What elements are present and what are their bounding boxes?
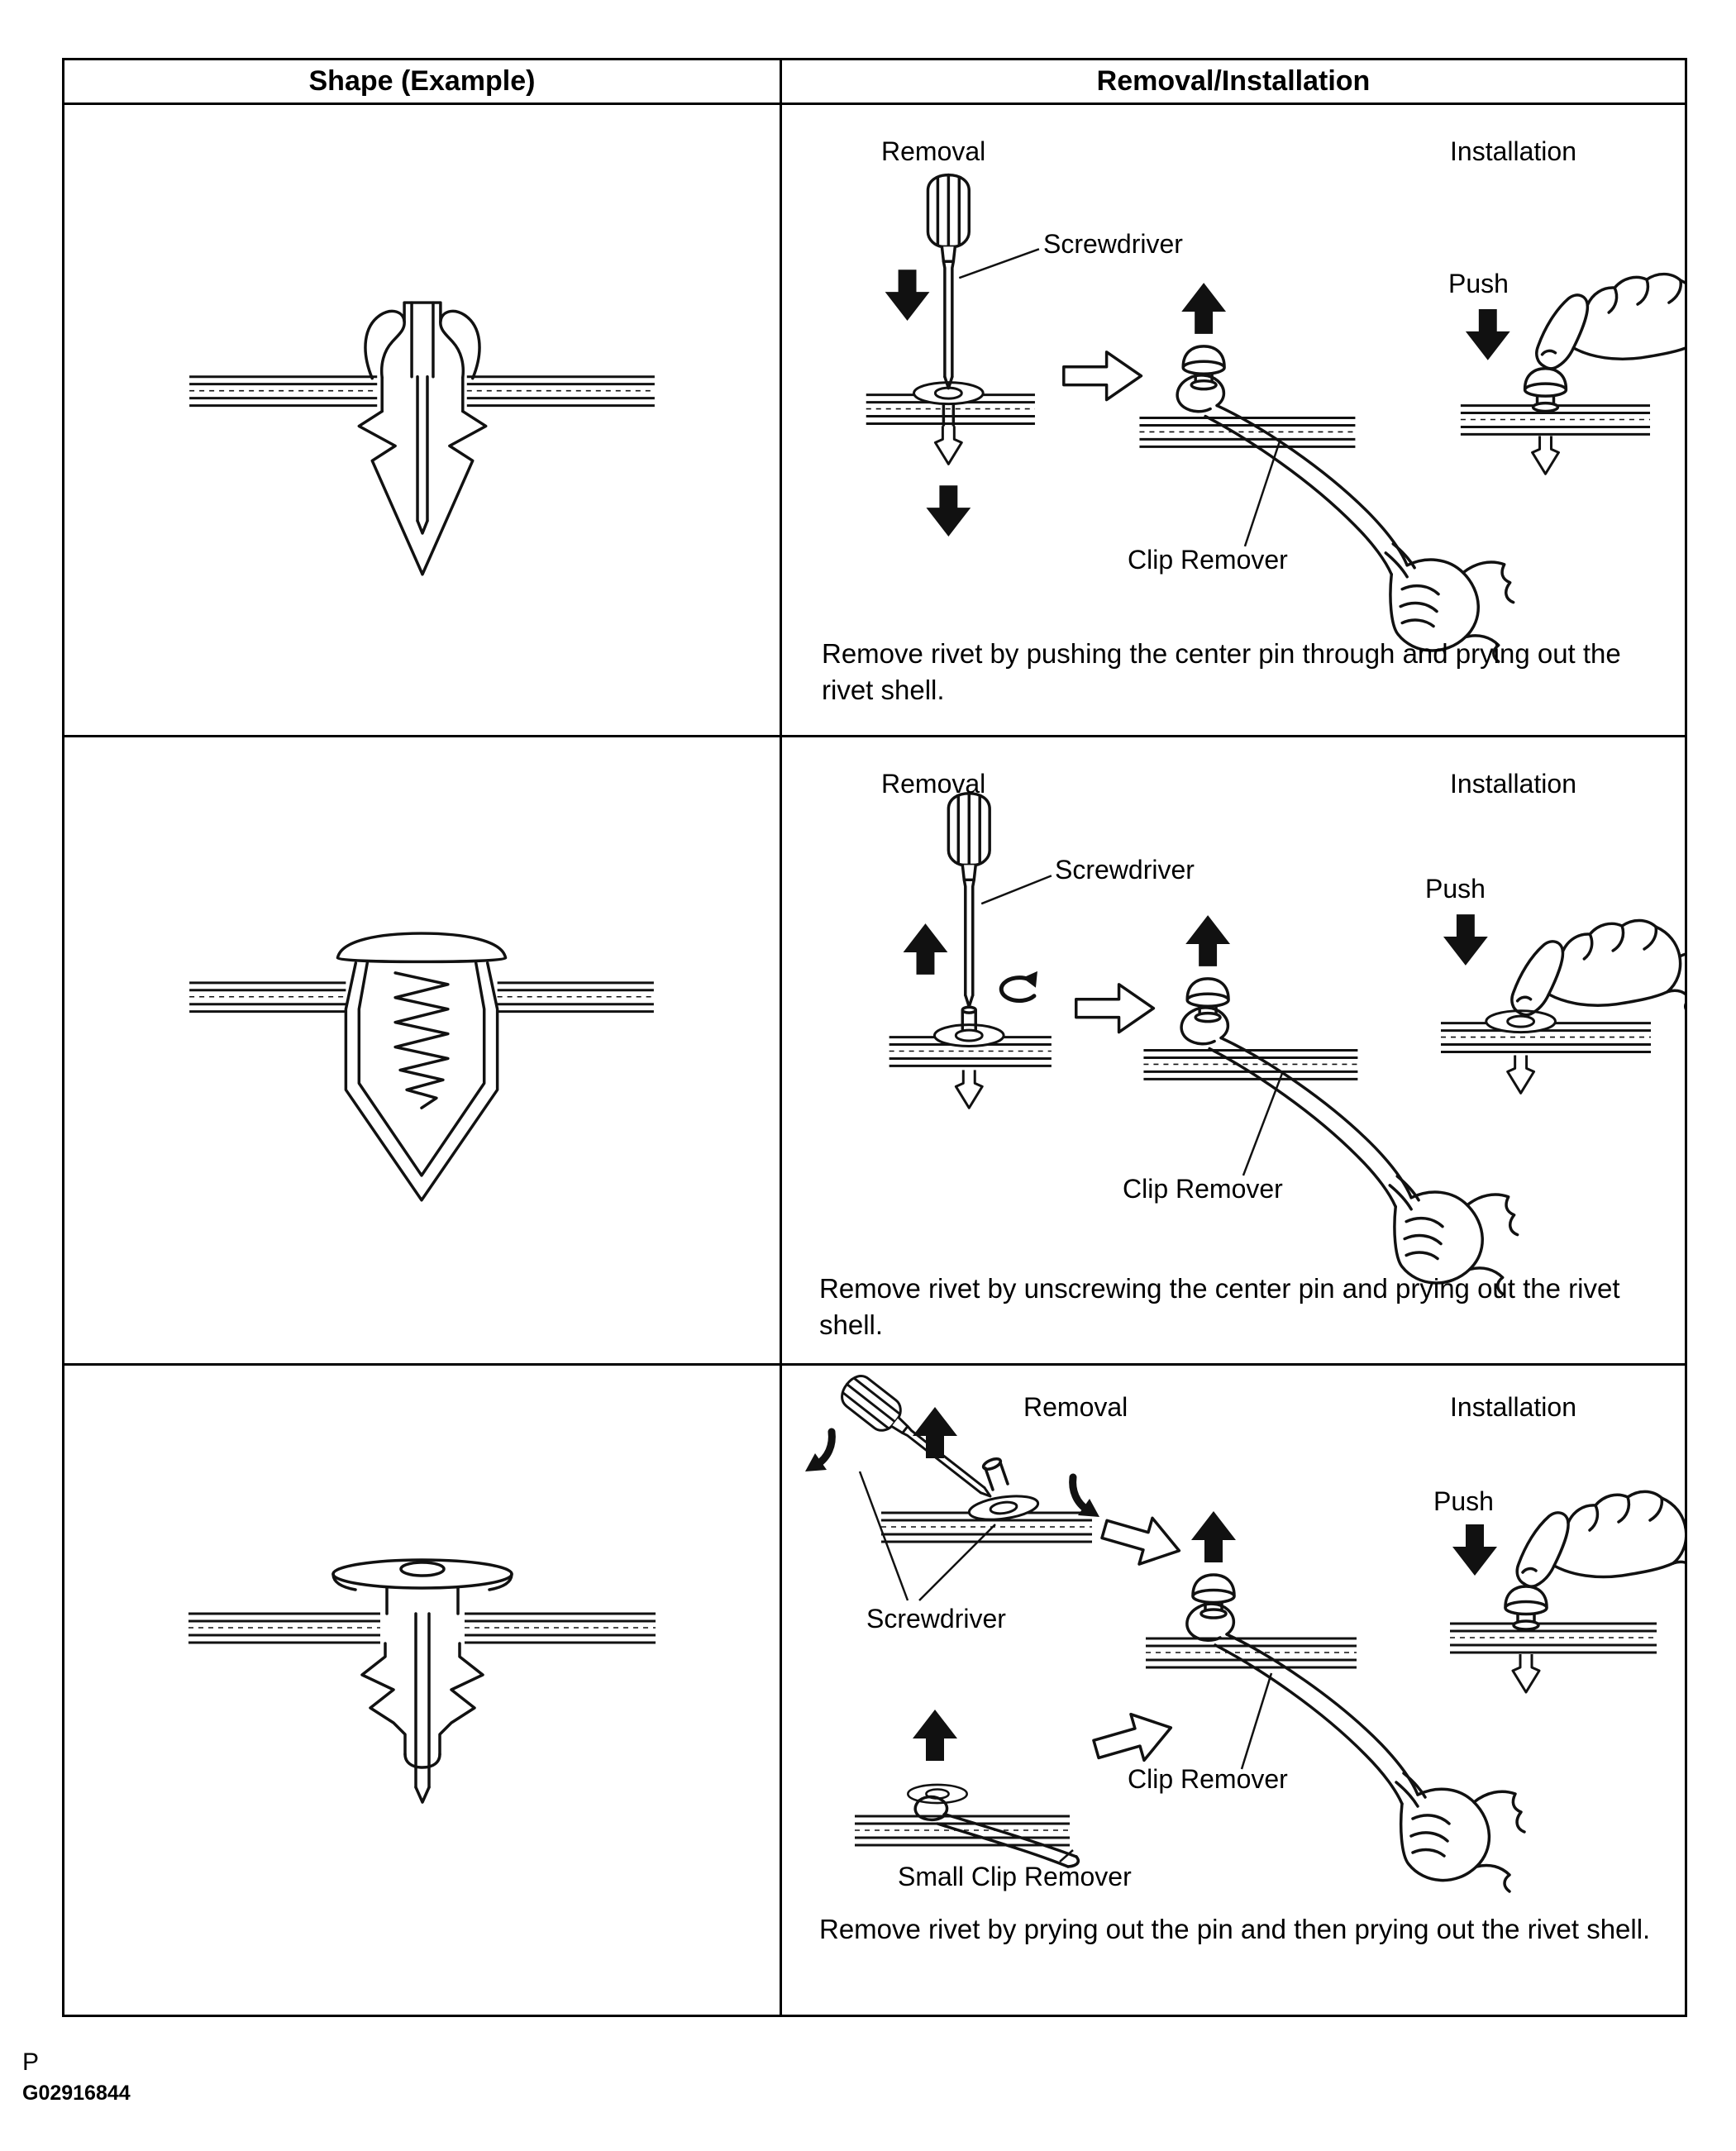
rivet-pin-tip-icon xyxy=(1513,1654,1539,1692)
procedure-caption: Remove rivet by pushing the center pin through and prying out the rivet shell. xyxy=(822,638,1621,705)
rivet-pin-tip-icon xyxy=(1508,1055,1534,1093)
panel-cross-section xyxy=(498,983,654,1012)
rivet-washer-icon xyxy=(934,1025,1004,1047)
arrow-down-icon xyxy=(885,269,930,321)
arrow-up-icon xyxy=(1185,915,1230,966)
arrow-up-icon xyxy=(913,1710,957,1761)
arrow-down-icon xyxy=(1466,309,1510,360)
next-step-arrow-icon xyxy=(1098,1506,1185,1574)
panel-cross-section xyxy=(467,377,655,406)
rivet-washer-icon xyxy=(968,1492,1040,1523)
shape-cell-row3 xyxy=(64,1366,782,2015)
rivet-pin-tip-icon xyxy=(935,426,961,464)
panel-cross-section xyxy=(189,983,346,1012)
screwdriver-label: Screwdriver xyxy=(1043,229,1183,259)
panel-cross-section xyxy=(1450,1624,1657,1653)
arrow-down-icon xyxy=(1452,1524,1497,1576)
screw-rivet-cross-section-illustration xyxy=(64,737,780,1363)
small-clip-remover-icon xyxy=(915,1797,1078,1867)
column-header-shape: Shape (Example) xyxy=(64,60,782,103)
clip-remover-label: Clip Remover xyxy=(1123,1174,1283,1204)
screwdriver-label: Screwdriver xyxy=(866,1604,1006,1634)
rotation-arrow-icon xyxy=(1001,971,1037,1001)
clip-remover-label: Clip Remover xyxy=(1128,545,1288,575)
screwdriver-icon xyxy=(928,175,969,389)
procedure-cell-row1 xyxy=(782,105,1685,735)
disc-head-rivet-icon xyxy=(333,1560,512,1802)
procedure-cell-row2 xyxy=(782,737,1685,1363)
push-rivet-icon xyxy=(359,303,485,575)
screwdriver-icon xyxy=(948,794,990,1007)
next-step-arrow-icon xyxy=(1076,985,1154,1033)
rivet-washer-icon xyxy=(908,1785,966,1803)
table-row xyxy=(64,1366,1685,2015)
procedure-caption: Remove rivet by prying out the pin and then prying out the rivet shell. xyxy=(819,1914,1651,1944)
column-header-removal-installation: Removal/Installation xyxy=(782,60,1685,103)
push-label: Push xyxy=(1448,269,1509,298)
pushing-hand-icon xyxy=(1537,274,1685,369)
panel-cross-section xyxy=(1146,1638,1357,1667)
pushing-hand-icon xyxy=(1517,1491,1685,1586)
panel-cross-section xyxy=(189,377,377,406)
next-step-arrow-icon xyxy=(1090,1705,1177,1772)
installation-label: Installation xyxy=(1450,136,1576,166)
popped-pin-icon xyxy=(982,1457,1008,1490)
table-header-row xyxy=(64,60,1685,105)
arrow-down-icon xyxy=(1443,914,1488,966)
small-clip-remover-label: Small Clip Remover xyxy=(898,1862,1132,1891)
arrow-up-icon xyxy=(904,923,948,975)
shape-cell-row1 xyxy=(64,105,782,735)
push-label: Push xyxy=(1433,1486,1494,1516)
push-rivet-cross-section-illustration xyxy=(64,105,780,735)
removal-label: Removal xyxy=(1023,1392,1128,1422)
page-letter: P xyxy=(22,2048,40,2076)
shape-cell-row2 xyxy=(64,737,782,1363)
arrow-up-icon xyxy=(913,1407,957,1458)
removal-label: Removal xyxy=(881,136,986,166)
screwdriver-label: Screwdriver xyxy=(1055,855,1195,885)
rivet-pin-tip-icon xyxy=(956,1070,982,1108)
panel-cross-section xyxy=(188,1614,380,1643)
table-row xyxy=(64,105,1685,737)
installation-label: Installation xyxy=(1450,1392,1576,1422)
arrow-up-icon xyxy=(1191,1511,1236,1562)
pry-motion-arrow-icon xyxy=(1073,1477,1099,1517)
rivet-removal-table xyxy=(62,58,1687,2017)
procedure-caption: Remove rivet by unscrewing the center pin and prying out the rivet shell. xyxy=(819,1273,1620,1340)
clip-remover-label: Clip Remover xyxy=(1128,1764,1288,1794)
disc-head-rivet-cross-section-illustration xyxy=(64,1366,780,2015)
next-step-arrow-icon xyxy=(1064,352,1142,400)
procedure-cell-row3 xyxy=(782,1366,1685,2015)
table-row xyxy=(64,737,1685,1366)
removal-label: Removal xyxy=(881,769,986,799)
pry-motion-arrow-icon xyxy=(805,1432,832,1471)
figure-code: G02916844 xyxy=(22,2082,131,2105)
panel-cross-section xyxy=(465,1614,656,1643)
screwdriver-icon xyxy=(836,1371,1001,1510)
installation-label: Installation xyxy=(1450,769,1576,799)
arrow-down-icon xyxy=(926,485,971,537)
push-label: Push xyxy=(1425,874,1486,904)
screw-rivet-icon xyxy=(337,933,505,1200)
pushing-hand-icon xyxy=(1512,920,1685,1014)
row2-procedure-illustration xyxy=(782,737,1685,1363)
rivet-pin-tip-icon xyxy=(1533,436,1559,474)
arrow-up-icon xyxy=(1181,283,1226,334)
